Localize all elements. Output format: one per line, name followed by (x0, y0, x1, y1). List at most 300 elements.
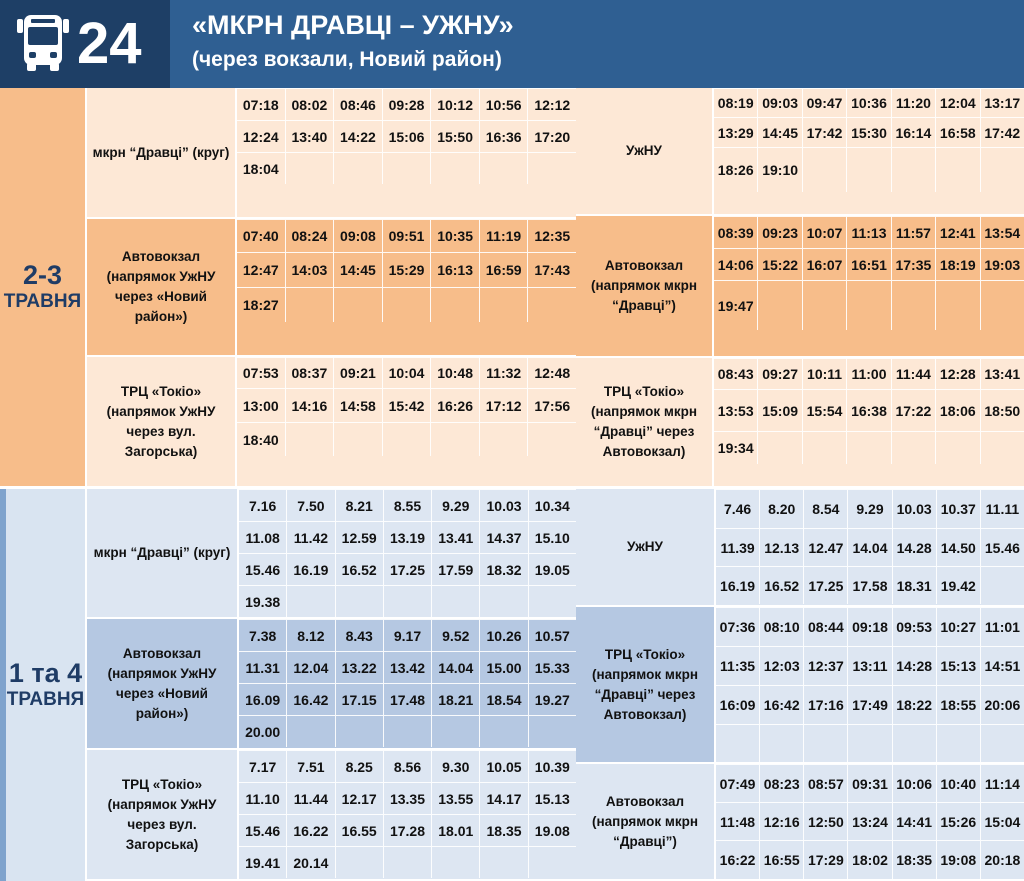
stop-label: ТРЦ «Токіо» (напрямок мкрн “Дравці” через Автовокзал) (576, 607, 716, 762)
time-row (716, 724, 1024, 763)
departure-time: 18:40 (237, 422, 286, 456)
departure-time: 19:10 (758, 147, 802, 192)
departure-time: 08:37 (286, 357, 335, 388)
departure-time: 17:42 (803, 117, 847, 147)
departure-time: 10:07 (803, 216, 847, 248)
time-row (237, 120, 576, 152)
departure-time: 11.31 (239, 651, 287, 683)
departure-time (848, 724, 892, 763)
departure-time: 14:28 (893, 646, 937, 685)
departure-time: 10:35 (431, 219, 480, 252)
departure-time (432, 585, 480, 617)
departure-time: 8.54 (804, 489, 848, 528)
time-grid (716, 607, 1024, 762)
route-badge (0, 0, 170, 88)
departure-time (758, 431, 802, 464)
departure-time (529, 846, 576, 878)
departure-time: 10:04 (383, 357, 432, 388)
departure-time (529, 585, 576, 617)
departure-time: 12.04 (287, 651, 335, 683)
time-row (239, 683, 576, 715)
departure-time (528, 287, 576, 322)
departure-time: 07:49 (716, 764, 760, 802)
time-row (714, 216, 1024, 248)
departure-time: 17:49 (848, 685, 892, 724)
departure-time: 18.21 (432, 683, 480, 715)
departure-time: 11.11 (981, 489, 1024, 528)
departure-time: 09:21 (334, 357, 383, 388)
time-row (714, 88, 1024, 117)
departure-time: 17.25 (804, 566, 848, 604)
departure-time: 14.37 (480, 521, 528, 553)
departure-time: 07:53 (237, 357, 286, 388)
departure-time: 16:38 (847, 389, 891, 431)
departure-time: 11.39 (716, 528, 760, 566)
departure-time: 10:40 (937, 764, 981, 802)
time-row (714, 147, 1024, 192)
time-row (716, 764, 1024, 802)
departure-time: 11:13 (847, 216, 891, 248)
time-row (716, 489, 1024, 528)
departure-time: 18:04 (237, 152, 286, 184)
departure-time: 08:24 (286, 219, 335, 252)
day-label-may-2-3 (0, 88, 87, 486)
route-title: «МКРН ДРАВЦІ – УЖНУ» (192, 10, 514, 40)
time-grid (237, 88, 576, 217)
departure-time: 19.05 (529, 553, 576, 585)
departure-time: 12.47 (804, 528, 848, 566)
departure-time (383, 152, 432, 184)
departure-time (287, 715, 335, 747)
time-row (716, 840, 1024, 879)
departure-time: 14:58 (334, 388, 383, 422)
departure-time: 7.50 (287, 489, 335, 521)
departure-time (981, 280, 1024, 330)
departure-time (981, 566, 1024, 604)
departure-time: 14:41 (893, 802, 937, 840)
departure-time: 09:27 (758, 358, 802, 389)
departure-time: 7.17 (239, 750, 287, 782)
departure-time (336, 846, 384, 878)
departure-time (336, 585, 384, 617)
departure-time: 18:50 (981, 389, 1024, 431)
stop-label: ТРЦ «Токіо» (напрямок мкрн “Дравці” через Автовокзал) (576, 358, 714, 486)
stop-label: Автовокзал (напрямок мкрн “Дравці”) (576, 764, 716, 879)
departure-time: 18:35 (893, 840, 937, 879)
departure-time: 16:13 (431, 252, 480, 287)
departure-time: 11:20 (892, 88, 936, 117)
departure-time: 17.48 (384, 683, 432, 715)
stop-block-c2 (87, 619, 576, 750)
departure-time: 11:48 (716, 802, 760, 840)
departure-time: 16:58 (936, 117, 980, 147)
route-number: 24 (77, 11, 142, 76)
departure-time: 15:04 (981, 802, 1024, 840)
departure-time (336, 715, 384, 747)
departure-time: 12.17 (336, 782, 384, 814)
departure-time: 07:40 (237, 219, 286, 252)
departure-time: 11.08 (239, 521, 287, 553)
departure-time: 14:03 (286, 252, 335, 287)
departure-time: 13:40 (286, 120, 335, 152)
departure-time: 20.14 (287, 846, 335, 878)
time-row (239, 553, 576, 585)
departure-time: 17:20 (528, 120, 576, 152)
stop-block-b2 (576, 216, 1024, 358)
departure-time (892, 147, 936, 192)
stop-label: УжНУ (576, 88, 714, 214)
departure-time: 16.19 (287, 553, 335, 585)
departure-time: 08:10 (760, 607, 804, 646)
departure-time (334, 287, 383, 322)
time-row (716, 685, 1024, 724)
departure-time: 9.17 (384, 619, 432, 651)
departure-time: 10.37 (937, 489, 981, 528)
stop-block-d1 (576, 489, 1024, 607)
departure-time: 17:29 (804, 840, 848, 879)
stop-label: Автовокзал (напрямок УжНУ через «Новий район») (87, 219, 237, 355)
time-row (714, 280, 1024, 330)
departure-time: 19.41 (239, 846, 287, 878)
departure-time: 10:56 (480, 88, 529, 120)
departure-time: 16.52 (336, 553, 384, 585)
departure-time: 14:51 (981, 646, 1024, 685)
time-grid (239, 750, 576, 879)
departure-time: 10.34 (529, 489, 576, 521)
departure-time: 12:50 (804, 802, 848, 840)
departure-time: 10:11 (803, 358, 847, 389)
departure-time: 18:55 (937, 685, 981, 724)
day-label-may-1-4 (0, 489, 87, 881)
departure-time: 10:12 (431, 88, 480, 120)
time-row (716, 607, 1024, 646)
departure-time (936, 147, 980, 192)
departure-time: 10.57 (529, 619, 576, 651)
departure-time: 15:50 (431, 120, 480, 152)
departure-time (758, 280, 802, 330)
time-row (239, 814, 576, 846)
stop-block-b1 (576, 88, 1024, 216)
departure-time (847, 147, 891, 192)
departure-time: 10.03 (480, 489, 528, 521)
day-number: 1 та 4 (8, 658, 83, 688)
departure-time: 13:41 (981, 358, 1024, 389)
departure-time: 12:37 (804, 646, 848, 685)
departure-time: 8.43 (336, 619, 384, 651)
departure-time: 12:12 (528, 88, 576, 120)
departure-time (286, 152, 335, 184)
departure-time: 13.22 (336, 651, 384, 683)
departure-time: 13:54 (981, 216, 1024, 248)
departure-time: 16:55 (760, 840, 804, 879)
departure-time: 13:53 (714, 389, 758, 431)
departure-time: 08:39 (714, 216, 758, 248)
departure-time: 9.30 (432, 750, 480, 782)
departure-time: 12.13 (760, 528, 804, 566)
departure-time (892, 280, 936, 330)
departure-time: 13:00 (237, 388, 286, 422)
departure-time: 16.19 (716, 566, 760, 604)
departure-time (480, 287, 529, 322)
departure-time: 19.42 (937, 566, 981, 604)
departure-time (383, 287, 432, 322)
time-grid (714, 358, 1024, 486)
departure-time: 10:27 (937, 607, 981, 646)
departure-time (803, 431, 847, 464)
time-row (239, 846, 576, 878)
time-grid (714, 88, 1024, 214)
departure-time: 14.28 (893, 528, 937, 566)
departure-time: 08:02 (286, 88, 335, 120)
departure-time: 17:22 (892, 389, 936, 431)
departure-time (334, 422, 383, 456)
departure-time (432, 846, 480, 878)
time-row (237, 357, 576, 388)
time-row (714, 431, 1024, 464)
stop-label: Автовокзал (напрямок УжНУ через «Новий район») (87, 619, 239, 748)
departure-time: 15:29 (383, 252, 432, 287)
departure-time: 14:45 (334, 252, 383, 287)
departure-time: 16:42 (760, 685, 804, 724)
departure-time: 18:02 (848, 840, 892, 879)
departure-time: 09:08 (334, 219, 383, 252)
departure-time: 13.19 (384, 521, 432, 553)
departure-time (286, 422, 335, 456)
time-row (716, 528, 1024, 566)
departure-time: 17:43 (528, 252, 576, 287)
departure-time: 15:30 (847, 117, 891, 147)
stop-label: ТРЦ «Токіо» (напрямок УжНУ через вул. Загорська) (87, 357, 237, 486)
departure-time (803, 280, 847, 330)
time-row (239, 782, 576, 814)
departure-time: 12:24 (237, 120, 286, 152)
stop-block-a1 (87, 88, 576, 219)
departure-time: 17.58 (848, 566, 892, 604)
departure-time: 15:09 (758, 389, 802, 431)
departure-time (480, 152, 529, 184)
departure-time: 20.00 (239, 715, 287, 747)
time-row (237, 252, 576, 287)
departure-time: 18:22 (893, 685, 937, 724)
departure-time: 10:36 (847, 88, 891, 117)
departure-time (937, 724, 981, 763)
departure-time: 09:03 (758, 88, 802, 117)
time-grid (714, 216, 1024, 356)
departure-time: 14.17 (480, 782, 528, 814)
departure-time: 19.08 (529, 814, 576, 846)
departure-time (936, 431, 980, 464)
departure-time (480, 585, 528, 617)
time-grid (237, 219, 576, 355)
departure-time: 14.04 (432, 651, 480, 683)
departure-time: 15.46 (239, 553, 287, 585)
departure-time: 16.22 (287, 814, 335, 846)
departure-time: 20:06 (981, 685, 1024, 724)
stop-label: Автовокзал (напрямок мкрн “Дравці”) (576, 216, 714, 356)
departure-time (716, 724, 760, 763)
stop-label: ТРЦ «Токіо» (напрямок УжНУ через вул. Загорська) (87, 750, 239, 879)
time-grid (716, 764, 1024, 879)
departure-time: 09:53 (893, 607, 937, 646)
time-row (714, 117, 1024, 147)
time-row (237, 88, 576, 120)
stop-block-a2 (87, 219, 576, 357)
departure-time (431, 422, 480, 456)
departure-time: 15:54 (803, 389, 847, 431)
departure-time: 13.41 (432, 521, 480, 553)
departure-time: 15.33 (529, 651, 576, 683)
departure-time: 16.42 (287, 683, 335, 715)
time-row (237, 388, 576, 422)
departure-time: 16:59 (480, 252, 529, 287)
stop-block-c1 (87, 489, 576, 619)
departure-time: 08:57 (804, 764, 848, 802)
departure-time: 18.32 (480, 553, 528, 585)
departure-time: 16:22 (716, 840, 760, 879)
departure-time: 17:56 (528, 388, 576, 422)
departure-time: 12.59 (336, 521, 384, 553)
departure-time: 16:14 (892, 117, 936, 147)
departure-time: 9.29 (432, 489, 480, 521)
departure-time (803, 147, 847, 192)
departure-time: 17.28 (384, 814, 432, 846)
time-row (239, 489, 576, 521)
departure-time: 11.42 (287, 521, 335, 553)
departure-time: 12:35 (528, 219, 576, 252)
departure-time: 12:03 (760, 646, 804, 685)
stop-block-d2 (576, 607, 1024, 764)
departure-time: 07:36 (716, 607, 760, 646)
departure-time (384, 585, 432, 617)
departure-time (286, 287, 335, 322)
time-row (239, 651, 576, 683)
departure-time: 14.04 (848, 528, 892, 566)
stop-block-d3 (576, 764, 1024, 881)
departure-time (334, 152, 383, 184)
departure-time (431, 152, 480, 184)
time-grid (716, 489, 1024, 605)
departure-time: 16:26 (431, 388, 480, 422)
departure-time (936, 280, 980, 330)
departure-time: 8.56 (384, 750, 432, 782)
departure-time: 19:03 (981, 248, 1024, 280)
departure-time (480, 846, 528, 878)
time-row (237, 287, 576, 322)
departure-time: 19.27 (529, 683, 576, 715)
stop-label: УжНУ (576, 489, 716, 605)
departure-time: 10:48 (431, 357, 480, 388)
departure-time: 15:13 (937, 646, 981, 685)
time-row (714, 358, 1024, 389)
departure-time (529, 715, 576, 747)
departure-time: 14:16 (286, 388, 335, 422)
departure-time: 17:12 (480, 388, 529, 422)
departure-time: 16:09 (716, 685, 760, 724)
departure-time: 09:31 (848, 764, 892, 802)
departure-time: 16.55 (336, 814, 384, 846)
departure-time: 16.52 (760, 566, 804, 604)
departure-time (981, 724, 1024, 763)
time-row (237, 219, 576, 252)
departure-time (480, 422, 529, 456)
departure-time: 11:19 (480, 219, 529, 252)
departure-time (847, 431, 891, 464)
departure-time: 08:43 (714, 358, 758, 389)
departure-time (981, 147, 1024, 192)
departure-time: 20:18 (981, 840, 1024, 879)
departure-time (384, 715, 432, 747)
stop-block-b3 (576, 358, 1024, 488)
departure-time: 10:06 (893, 764, 937, 802)
departure-time: 9.29 (848, 489, 892, 528)
departure-time: 8.25 (336, 750, 384, 782)
day-number: 2-3 (22, 260, 63, 290)
departure-time: 11:57 (892, 216, 936, 248)
departure-time: 16:07 (803, 248, 847, 280)
departure-time: 15.13 (529, 782, 576, 814)
time-row (714, 248, 1024, 280)
departure-time: 10.05 (480, 750, 528, 782)
departure-time: 14:45 (758, 117, 802, 147)
departure-time: 11:01 (981, 607, 1024, 646)
departure-time: 19:34 (714, 431, 758, 464)
departure-time (287, 585, 335, 617)
departure-time: 14:06 (714, 248, 758, 280)
stop-label: мкрн “Дравці” (круг) (87, 489, 239, 617)
departure-time: 09:47 (803, 88, 847, 117)
departure-time: 7.38 (239, 619, 287, 651)
departure-time: 8.12 (287, 619, 335, 651)
departure-time: 10.39 (529, 750, 576, 782)
departure-time: 13.35 (384, 782, 432, 814)
departure-time: 15:06 (383, 120, 432, 152)
departure-time: 10.03 (893, 489, 937, 528)
departure-time: 14.50 (937, 528, 981, 566)
departure-time: 07:18 (237, 88, 286, 120)
departure-time: 12:28 (936, 358, 980, 389)
time-row (716, 566, 1024, 604)
time-row (714, 389, 1024, 431)
departure-time: 15:22 (758, 248, 802, 280)
departure-time: 15.46 (239, 814, 287, 846)
departure-time: 08:44 (804, 607, 848, 646)
departure-time (893, 724, 937, 763)
header-bar (0, 0, 1024, 88)
departure-time: 17.15 (336, 683, 384, 715)
departure-time: 8.20 (760, 489, 804, 528)
departure-time: 17:42 (981, 117, 1024, 147)
time-row (239, 521, 576, 553)
departure-time: 7.16 (239, 489, 287, 521)
departure-time: 18.35 (480, 814, 528, 846)
departure-time (384, 846, 432, 878)
departure-time: 13:29 (714, 117, 758, 147)
departure-time: 13.55 (432, 782, 480, 814)
bus-icon (13, 13, 73, 73)
stop-block-a3 (87, 357, 576, 488)
stop-label: мкрн “Дравці” (круг) (87, 88, 237, 217)
departure-time (981, 431, 1024, 464)
time-grid (237, 357, 576, 486)
departure-time: 12:48 (528, 357, 576, 388)
departure-time: 11:14 (981, 764, 1024, 802)
departure-time (383, 422, 432, 456)
departure-time: 08:19 (714, 88, 758, 117)
departure-time (528, 422, 576, 456)
departure-time: 7.51 (287, 750, 335, 782)
time-row (239, 619, 576, 651)
departure-time: 11:00 (847, 358, 891, 389)
